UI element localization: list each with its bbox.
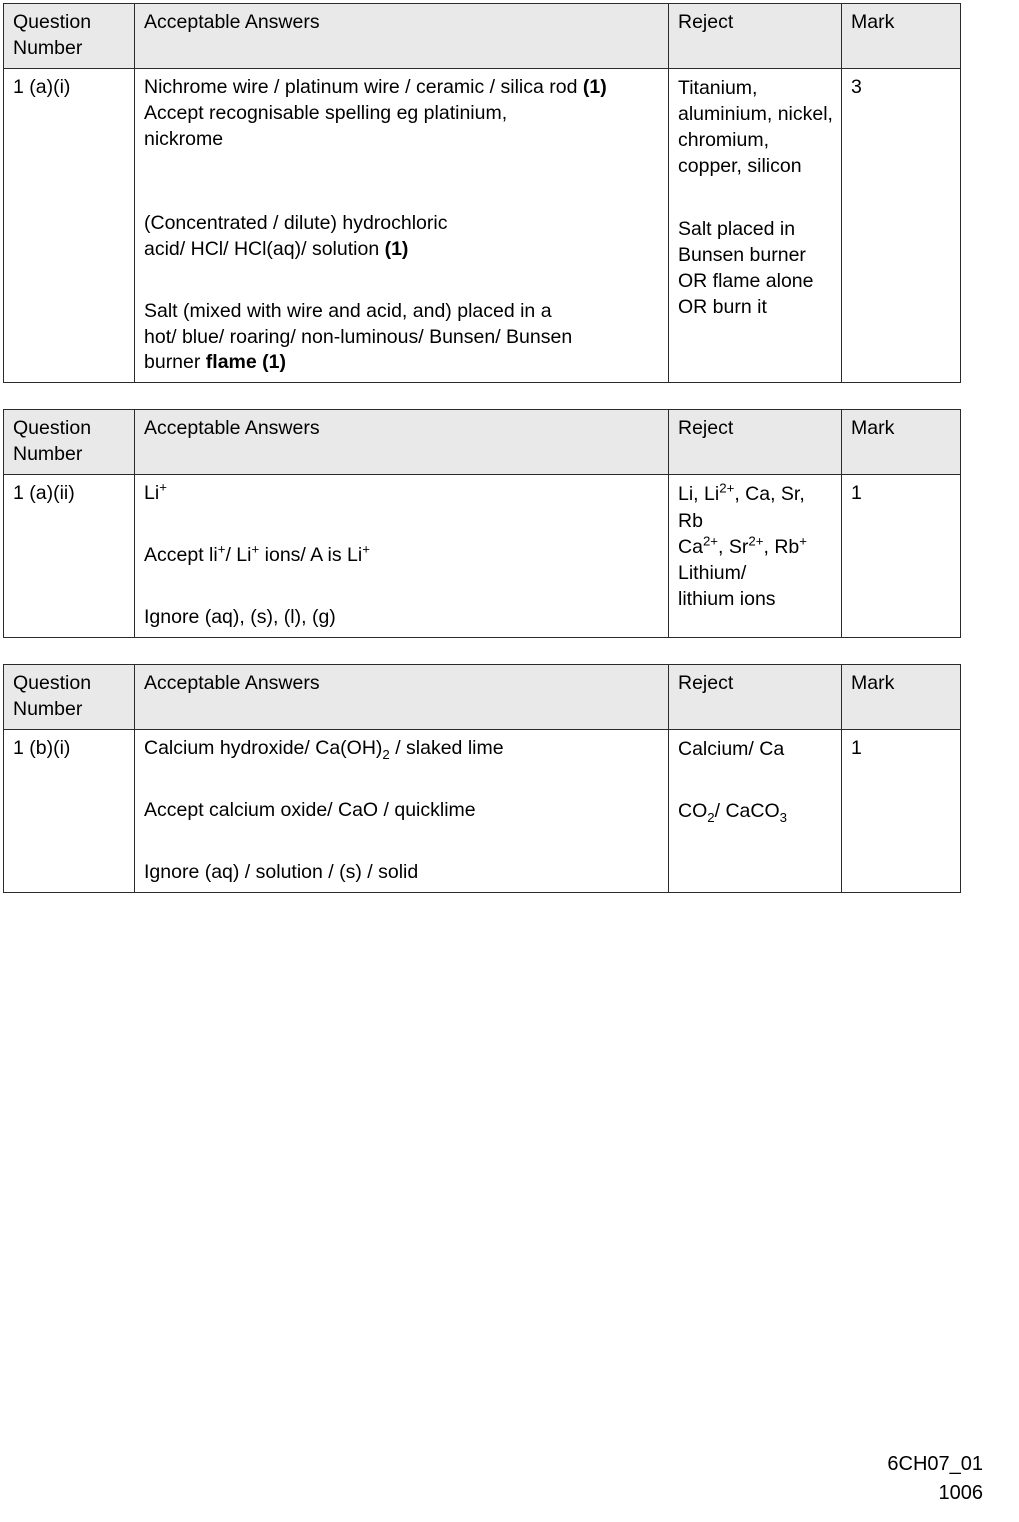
answer-text: Accept li (144, 544, 218, 567)
reject-line-2 (678, 798, 833, 824)
acceptable-answers-cell (135, 730, 669, 893)
reject-text: Ca (678, 535, 703, 558)
mark-cell: 1 (842, 730, 961, 893)
answer-spacer-2 (144, 569, 660, 605)
table-header (4, 410, 961, 475)
paper-code: 6CH07_01 (887, 1453, 983, 1475)
reject-text: / CaCO (714, 800, 780, 823)
answer-accept-line-1: Accept recognisable spelling eg platinium, (144, 101, 508, 124)
answer-main-line (144, 736, 660, 762)
column-header-question-number: Question Number (4, 4, 135, 69)
answer-text: / Li (225, 544, 252, 567)
reject-text: CO (678, 800, 708, 823)
question-number-cell: 1 (a)(ii) (4, 475, 135, 638)
reject-text: Li, Li (678, 483, 720, 506)
column-header-reject: Reject (669, 665, 842, 730)
column-header-acceptable-answers: Acceptable Answers (135, 665, 669, 730)
reject-line-4: Lithium/ (678, 561, 747, 584)
charge-superscript: 2+ (719, 480, 735, 496)
answer-accept-line: Accept calcium oxide/ CaO / quicklime (144, 799, 476, 822)
charge-superscript: 2+ (748, 533, 764, 549)
answer-spacer-2 (144, 824, 660, 860)
answer-text: burner (144, 351, 206, 374)
reject-spacer-1 (678, 762, 833, 798)
reject-text: , Rb (763, 535, 800, 558)
column-header-mark: Mark (842, 410, 961, 475)
mark-scheme-table-q1aii (3, 409, 961, 638)
answer-point-2-line-1: (Concentrated / dilute) hydrochloric (144, 211, 448, 234)
answer-spacer-1 (144, 507, 660, 543)
charge-superscript: + (799, 533, 808, 549)
reject-line-5: lithium ions (678, 587, 776, 610)
answer-spacer-2 (144, 263, 660, 299)
answer-point-3-line-3 (144, 350, 660, 376)
answer-spacer-1 (144, 762, 660, 798)
answer-text: Nichrome wire / platinum wire / ceramic / silica rod (144, 76, 583, 98)
mark-tag: (1) (582, 76, 607, 98)
column-header-question-number: Question Number (4, 410, 135, 475)
column-header-question-number: Question Number (4, 665, 135, 730)
answer-point-3-line-2: hot/ blue/ roaring/ non-luminous/ Bunsen/ Bunsen (144, 325, 573, 348)
column-header-acceptable-answers: Acceptable Answers (135, 410, 669, 475)
answer-spacer-1 (144, 153, 660, 211)
mark-cell: 3 (842, 69, 961, 383)
column-header-reject: Reject (669, 4, 842, 69)
answer-text: ions/ A is Li (259, 544, 363, 567)
answer-accept-line-2: nickrome (144, 127, 224, 150)
answer-text: Calcium hydroxide/ Ca(OH) (144, 737, 383, 760)
table-row (4, 69, 961, 383)
question-number-cell: 1 (b)(i) (4, 730, 135, 893)
table-row (4, 475, 961, 638)
reject-block-1: Titanium, aluminium, nickel, chromium, copper, silicon (678, 77, 833, 178)
reject-line-3 (678, 534, 833, 560)
mark-tag: flame (1) (205, 351, 286, 374)
answer-point-1 (144, 75, 660, 101)
page-footer (887, 1450, 983, 1508)
reject-text: , Ca, Sr, (734, 483, 805, 506)
answer-point-2-line-2 (144, 237, 660, 263)
charge-superscript: + (159, 479, 167, 495)
answer-ignore-line: Ignore (aq), (s), (l), (g) (144, 606, 336, 629)
table-header (4, 4, 961, 69)
charge-superscript: 2+ (702, 533, 719, 549)
answer-text: acid/ HCl/ HCl(aq)/ solution (144, 237, 385, 260)
table-row (4, 730, 961, 893)
reject-spacer-1 (678, 180, 833, 216)
formula-subscript: 2 (382, 747, 390, 763)
reject-cell (669, 730, 842, 893)
answer-ignore-line: Ignore (aq) / solution / (s) / solid (144, 860, 419, 883)
table-header (4, 665, 961, 730)
answer-text: Li (144, 482, 160, 505)
header-row (4, 410, 961, 475)
column-header-mark: Mark (842, 4, 961, 69)
charge-superscript: + (217, 541, 226, 557)
reject-line-2: Rb (678, 509, 703, 532)
column-header-acceptable-answers: Acceptable Answers (135, 4, 669, 69)
reject-text: , Sr (718, 535, 749, 558)
column-header-reject: Reject (669, 410, 842, 475)
charge-superscript: + (251, 541, 260, 557)
charge-superscript: + (362, 541, 370, 557)
header-row (4, 665, 961, 730)
question-number-cell: 1 (a)(i) (4, 69, 135, 383)
column-header-mark: Mark (842, 665, 961, 730)
answer-text: / slaked lime (389, 737, 504, 760)
header-row (4, 4, 961, 69)
mark-cell: 1 (842, 475, 961, 638)
reject-cell (669, 69, 842, 383)
formula-subscript: 2 (707, 810, 715, 826)
reject-block-2: Salt placed in Bunsen burner OR flame alone OR burn it (678, 217, 814, 318)
page-number: 1006 (938, 1482, 983, 1504)
answer-accept-line (144, 543, 660, 569)
acceptable-answers-cell (135, 475, 669, 638)
reject-line-1 (678, 481, 833, 507)
formula-subscript: 3 (779, 810, 788, 826)
reject-line-1: Calcium/ Ca (678, 738, 785, 761)
answer-point-3-line-1: Salt (mixed with wire and acid, and) placed in a (144, 299, 552, 322)
mark-tag: (1) (384, 237, 409, 260)
mark-scheme-table-q1ai (3, 3, 961, 383)
answer-formula (144, 481, 660, 507)
reject-cell (669, 475, 842, 638)
acceptable-answers-cell (135, 69, 669, 383)
mark-scheme-table-q1bi (3, 664, 961, 893)
